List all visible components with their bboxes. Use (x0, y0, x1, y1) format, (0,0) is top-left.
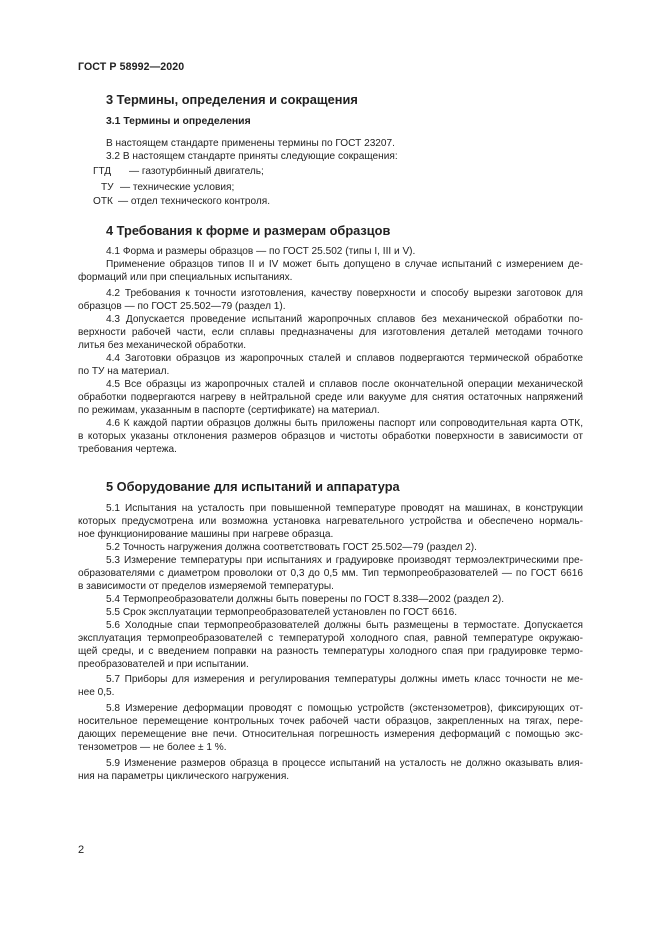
paragraph-line: 5.5 Срок эксплуатации термопреобразователей установлен по ГОСТ 6616. (106, 607, 458, 618)
paragraph-line: верхности рабочей части, если сплавы предназначены для изготовления деталей методами точного (78, 327, 583, 338)
paragraph-line: 4.4 Заготовки образцов из жаропрочных сталей и сплавов подвергаются термической обработке (106, 353, 583, 364)
paragraph-line: образцов — по ГОСТ 25.502—79 (раздел 1). (78, 301, 286, 312)
paragraph-line: образователями с диаметром проволоки от 0,3 до 0,5 мм. Тип термопреобразователей — по ГОСТ 6616 (78, 568, 583, 579)
paragraph-line: преобразователей и при испытании. (78, 659, 249, 670)
paragraph-line: 5.1 Испытания на усталость при повышенной температуре проводят на машинах, в конструкции (106, 503, 583, 514)
abbreviation-definition: — технические условия; (120, 182, 235, 193)
paragraph-line: в зависимости от пределов измеряемой температуры. (78, 581, 334, 592)
paragraph-line: 4.3 Допускается проведение испытаний жаропрочных сплавов без механической обработки по- (106, 314, 583, 325)
paragraph-line: щей среды, и с введением поправки на разность температуры холодного спая при градуировке термо- (78, 646, 583, 657)
abbreviation-term: ОТК (93, 196, 113, 207)
paragraph-line: 4.2 Требования к точности изготовления, качеству поверхности и способу вырезки заготовок для (106, 288, 583, 299)
abbreviation-definition: — газотурбинный двигатель; (129, 166, 264, 177)
document-header: ГОСТ Р 58992—2020 (78, 61, 185, 73)
paragraph-line: требования чертежа. (78, 444, 177, 455)
paragraph-line: тензометров — не более ± 1 %. (78, 742, 227, 753)
paragraph-line: по режимам, указанным в паспорте (сертификате) на материал. (78, 405, 380, 416)
abbreviation-term: ТУ (101, 182, 114, 193)
paragraph-line: дающих перемещение вне печи. Относительная погрешность измерения деформаций с помощью экс- (78, 729, 583, 740)
paragraph-line: 3.2 В настоящем стандарте приняты следующие сокращения: (106, 151, 398, 162)
paragraph-line: 4.6 К каждой партии образцов должны быть приложены паспорт или сопроводительная карта ОТК, (106, 418, 583, 429)
paragraph-line: 5.9 Изменение размеров образца в процессе испытаний на усталость не должно оказывать влия- (106, 758, 583, 769)
section-3-title: 3 Термины, определения и сокращения (106, 92, 358, 107)
paragraph-line: в которых указаны отклонения размеров образцов и чистоты обработки поверхности в зависимости от (78, 431, 583, 442)
paragraph-line: нее 0,5. (78, 687, 115, 698)
paragraph-line: 5.8 Измерение деформации проводят с помощью устройств (экстензометров), фиксирующих от- (106, 703, 583, 714)
paragraph-line: Применение образцов типов II и IV может быть допущено в случае испытаний с измерением де- (106, 259, 583, 270)
paragraph-line: 5.2 Точность нагружения должна соответствовать ГОСТ 25.502—79 (раздел 2). (106, 542, 477, 553)
paragraph-line: В настоящем стандарте применены термины по ГОСТ 23207. (106, 138, 395, 149)
paragraph-line: носительное перемещение контрольных точек рабочей части образцов, закрепленных на тягах, пере- (78, 716, 583, 727)
paragraph-line: 4.1 Форма и размеры образцов — по ГОСТ 25.502 (типы I, III и V). (106, 246, 416, 257)
paragraph-line: 5.6 Холодные спаи термопреобразователей должны быть размещены в термостате. Допускается (106, 620, 583, 631)
paragraph-line: 5.3 Измерение температуры при испытаниях и градуировке производят термоэлектрическими пре- (106, 555, 583, 566)
paragraph-line: ния на параметры циклического нагружения. (78, 771, 290, 782)
paragraph-line: литья без механической обработки. (78, 340, 247, 351)
paragraph-line: эксплуатация термопреобразователей с температурой холодного спая, равной температуре окружаю- (78, 633, 583, 644)
paragraph-line: по ТУ на материал. (78, 366, 170, 377)
section-5-title: 5 Оборудование для испытаний и аппаратура (106, 479, 400, 494)
paragraph-line: 5.4 Термопреобразователи должны быть поверены по ГОСТ 8.338—2002 (раздел 2). (106, 594, 505, 605)
page-number: 2 (78, 844, 85, 856)
abbreviation-definition: — отдел технического контроля. (118, 196, 271, 207)
paragraph-line: ное функционирование машины при нагреве образца. (78, 529, 334, 540)
paragraph-line: обработки подвергаются нагреву в нейтральной среде или вакууме для снятия остаточных напряжений (78, 392, 583, 403)
section-4-title: 4 Требования к форме и размерам образцов (106, 223, 391, 238)
paragraph-line: 5.7 Приборы для измерения и регулирования температуры должны иметь класс точности не ме- (106, 674, 583, 685)
paragraph-line: которых предусмотрена или возможна установка нагревательного устройства и обеспечено нормаль- (78, 516, 583, 527)
paragraph-line: формаций или при специальных испытаниях. (78, 272, 293, 283)
paragraph-line: 4.5 Все образцы из жаропрочных сталей и сплавов после окончательной операции механической (106, 379, 583, 390)
abbreviation-term: ГТД (93, 166, 112, 177)
subsection-3-1-title: 3.1 Термины и определения (106, 116, 251, 127)
